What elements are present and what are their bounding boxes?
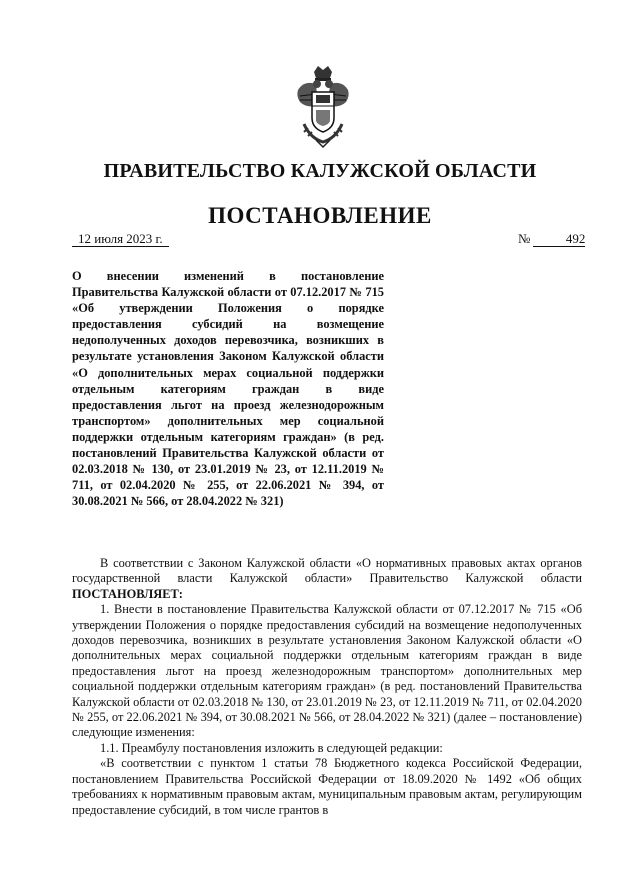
decree-word: ПОСТАНОВЛЯЕТ [72, 586, 179, 601]
body-paragraph-1: 1. Внести в постановление Правительства Калужской области от 07.12.2017 № 715 «Об утверждении Положения о порядке предоставления субсидий на возмещение недополученных доходов перевозчика, возникших в результате установления Законом Калужской области «О дополнительных мерах социальной поддержки отдельным категориям граждан в виде предоставления льгот на проезд железнодорожным транспортом» дополнительных мер социальной поддержки отдельным категориям граждан» (в ред. постановлений Правительства Калужской области от 02.03.2018 № 130, от 23.01.2019 № 23, от 12.11.2019 № 711, от 02.04.2020 № 255, от 22.06.2021 № 394, от 30.08.2021 № 566, от 28.04.2022 № 321) (далее – постановление) следующие изменения: [72, 602, 582, 740]
body-paragraph-2: 1.1. Преамбулу постановления изложить в следующей редакции: [100, 740, 443, 755]
government-title: ПРАВИТЕЛЬСТВО КАЛУЖСКОЙ ОБЛАСТИ [103, 160, 537, 182]
number-label: № [518, 231, 531, 246]
document-number [518, 232, 585, 247]
body-paragraph-3: «В соответствии с пунктом 1 статьи 78 Бюджетного кодекса Российской Федерации, постановлением Правительства Российской Федерации от 18.09.2020 № 1492 «Об общих требованиях к нормативным правовым актам, муниципальным правовым актам, регулирующим предоставление субсидий, в том числе грантов в [72, 756, 582, 817]
body-intro: В соответствии с Законом Калужской области «О нормативных правовых актах органов государственной власти Калужской области» Правительство Калужской области ПОСТАНОВЛЯЕТ: [72, 556, 582, 601]
number-value: 492 [533, 232, 585, 247]
document-type: ПОСТАНОВЛЕНИЕ [208, 203, 432, 228]
document-subject: О внесении изменений в постановление Правительства Калужской области от 07.12.2017 № 715 «Об утверждении Положения о порядке предоставления субсидий на возмещение недополученных доходов перевозчика, возникших в результате установления Законом Калужской области «О дополнительных мерах социальной поддержки отдельным категориям граждан в виде предоставления льгот на проезд железнодорожным транспортом» дополнительных мер социальной поддержки отдельным категориям граждан» (в ред. постановлений Правительства Калужской области от 02.03.2018 № 130, от 23.01.2019 № 23, от 12.11.2019 № 711, от 02.04.2020 № 255, от 22.06.2021 № 394, от 30.08.2021 № 566, от 28.04.2022 № 321) [72, 269, 384, 509]
kaluga-coat-of-arms-icon [294, 66, 352, 148]
document-date: 12 июля 2023 г. [72, 232, 169, 247]
document-body [72, 556, 582, 818]
